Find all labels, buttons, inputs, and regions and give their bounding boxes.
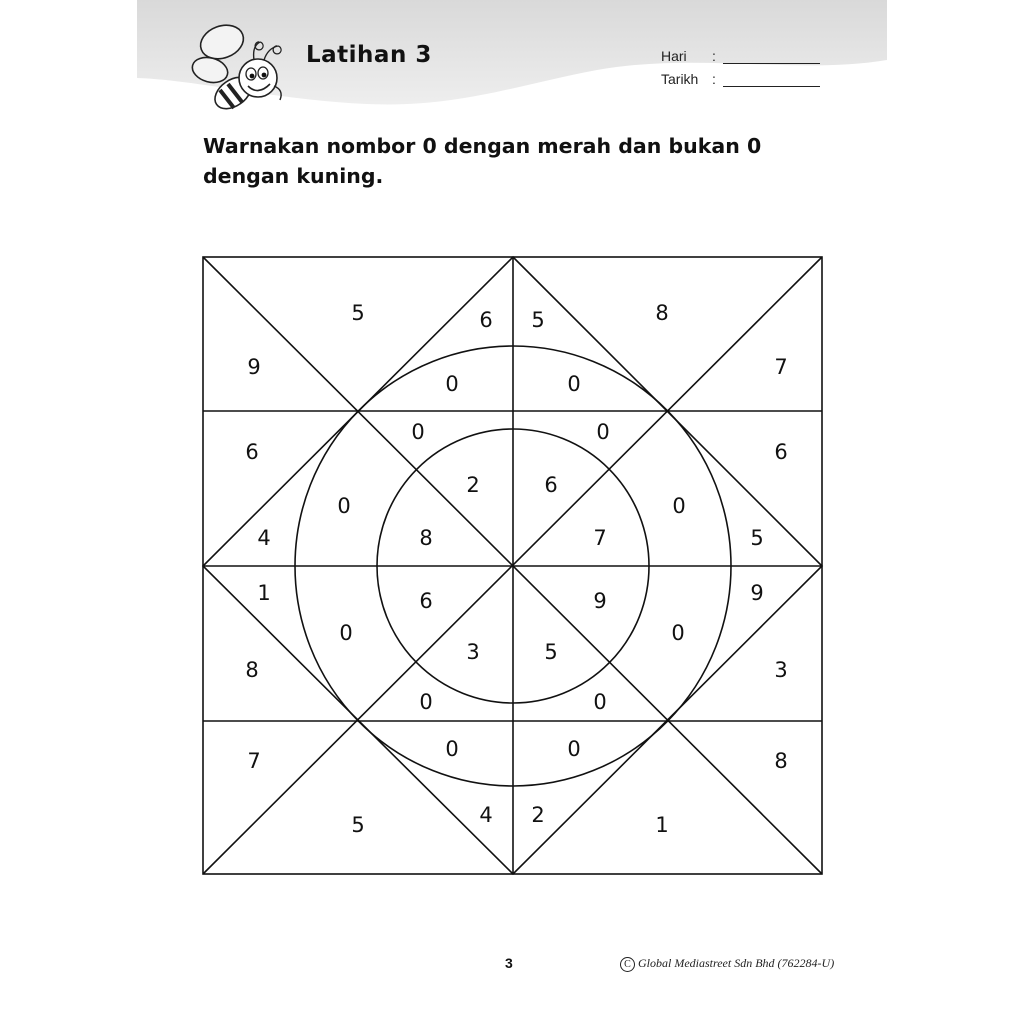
- puzzle-number: 0: [411, 420, 425, 444]
- puzzle-number: 6: [479, 308, 493, 332]
- puzzle-number: 1: [257, 581, 271, 605]
- puzzle-number: 6: [245, 440, 259, 464]
- puzzle-number: 0: [672, 494, 686, 518]
- puzzle-number: 0: [593, 690, 607, 714]
- date-label: Tarikh: [661, 71, 699, 87]
- exercise-title: Latihan 3: [306, 42, 432, 68]
- puzzle-number: 3: [466, 640, 480, 664]
- day-colon: :: [712, 48, 716, 64]
- puzzle-number: 0: [671, 621, 685, 645]
- puzzle-number: 6: [419, 589, 433, 613]
- puzzle-number: 0: [445, 372, 459, 396]
- puzzle-number: 3: [774, 658, 788, 682]
- puzzle-number: 9: [593, 589, 607, 613]
- puzzle-number: 2: [531, 803, 545, 827]
- puzzle-number: 0: [337, 494, 351, 518]
- puzzle-number: 7: [247, 749, 261, 773]
- puzzle-number: 4: [479, 803, 493, 827]
- puzzle-number: 7: [774, 355, 788, 379]
- page-number: 3: [505, 955, 513, 971]
- puzzle-number: 7: [593, 526, 607, 550]
- puzzle-number: 1: [655, 813, 669, 837]
- puzzle-number: 8: [419, 526, 433, 550]
- puzzle-number: 8: [245, 658, 259, 682]
- puzzle-number: 0: [596, 420, 610, 444]
- puzzle-number: 8: [774, 749, 788, 773]
- puzzle-number: 5: [531, 308, 545, 332]
- puzzle-number: 0: [445, 737, 459, 761]
- puzzle-number: 5: [351, 301, 365, 325]
- puzzle-number: 6: [544, 473, 558, 497]
- copyright-icon: C: [620, 957, 635, 972]
- puzzle-number: 0: [419, 690, 433, 714]
- puzzle-number: 6: [774, 440, 788, 464]
- day-label: Hari: [661, 48, 687, 64]
- puzzle-number: 5: [351, 813, 365, 837]
- puzzle-number: 8: [655, 301, 669, 325]
- puzzle-number: 2: [466, 473, 480, 497]
- puzzle-number: 9: [247, 355, 261, 379]
- date-colon: :: [712, 71, 716, 87]
- copyright-notice: [620, 956, 834, 972]
- puzzle-number: 4: [257, 526, 271, 550]
- puzzle-number: 0: [567, 372, 581, 396]
- puzzle-number: 9: [750, 581, 764, 605]
- instruction-text: Warnakan nombor 0 dengan merah dan bukan 0 dengan kuning.: [203, 134, 762, 188]
- puzzle-number: 5: [750, 526, 764, 550]
- puzzle-number: 5: [544, 640, 558, 664]
- puzzle-number: 0: [339, 621, 353, 645]
- copyright-text: Global Mediastreet Sdn Bhd (762284-U): [638, 956, 835, 970]
- puzzle-number: 0: [567, 737, 581, 761]
